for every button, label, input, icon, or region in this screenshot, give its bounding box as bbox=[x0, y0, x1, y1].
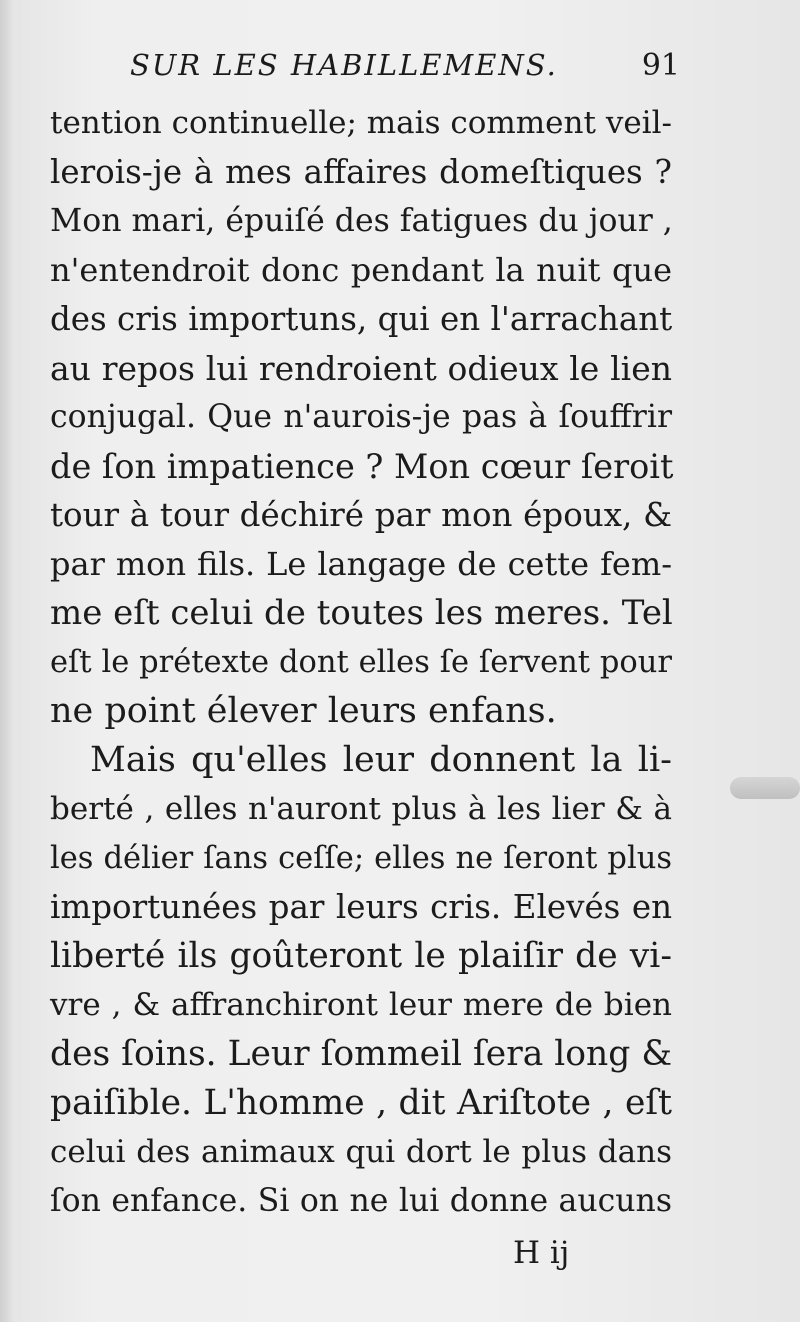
text-line: au repos lui rendroient odieux le lien bbox=[50, 349, 672, 388]
running-title: SUR LES HABILLEMENS. bbox=[130, 48, 558, 82]
page-header bbox=[130, 48, 680, 88]
paper-stain bbox=[730, 777, 800, 799]
text-line: tour à tour déchiré par mon époux, & bbox=[50, 496, 672, 534]
text-line: n'entendroit donc pendant la nuit que bbox=[50, 251, 672, 289]
text-line: tention continuelle; mais comment veil- bbox=[50, 105, 672, 141]
body-text bbox=[50, 99, 672, 1226]
paragraph-start-line: Mais qu'elles leur donnent la li- bbox=[90, 740, 672, 780]
text-line: celui des animaux qui dort le plus dans bbox=[50, 1134, 672, 1170]
text-line: paiſible. L'homme , dit Ariſtote , eſt bbox=[50, 1083, 672, 1123]
gutter-shadow bbox=[0, 0, 14, 1322]
text-line: eſt le prétexte dont elles ſe ſervent pour bbox=[50, 645, 672, 680]
text-line: les délier ſans ceſſe; elles ne ſeront plus bbox=[50, 841, 672, 876]
text-line: vre , & affranchiront leur mere de bien bbox=[50, 987, 672, 1023]
text-line: ſon enfance. Si on ne lui donne aucuns bbox=[50, 1183, 672, 1219]
text-line: des cris importuns, qui en l'arrachant bbox=[50, 300, 673, 338]
text-line: lerois-je à mes affaires domeſtiques ? bbox=[50, 153, 672, 191]
text-line: berté , elles n'auront plus à les lier & à bbox=[50, 791, 672, 827]
text-line: par mon fils. Le langage de cette fem- bbox=[50, 545, 672, 583]
text-line: des ſoins. Leur ſommeil ſera long & bbox=[50, 1034, 673, 1074]
page-number: 91 bbox=[641, 48, 680, 83]
text-line: conjugal. Que n'aurois-je pas à ſouffrir bbox=[50, 399, 672, 435]
text-line: de ſon impatience ? Mon cœur ſeroit bbox=[50, 447, 674, 486]
paragraph-end-line: ne point élever leurs enfans. bbox=[50, 691, 557, 731]
text-line: me eſt celui de toutes les meres. Tel bbox=[50, 593, 673, 633]
text-line: liberté ils goûteront le plaiſir de vi- bbox=[50, 936, 672, 976]
text-line: importunées par leurs cris. Elevés en bbox=[50, 888, 672, 926]
text-line: Mon mari, épuiſé des fatigues du jour , bbox=[50, 203, 673, 239]
signature-mark: H ij bbox=[513, 1235, 570, 1271]
